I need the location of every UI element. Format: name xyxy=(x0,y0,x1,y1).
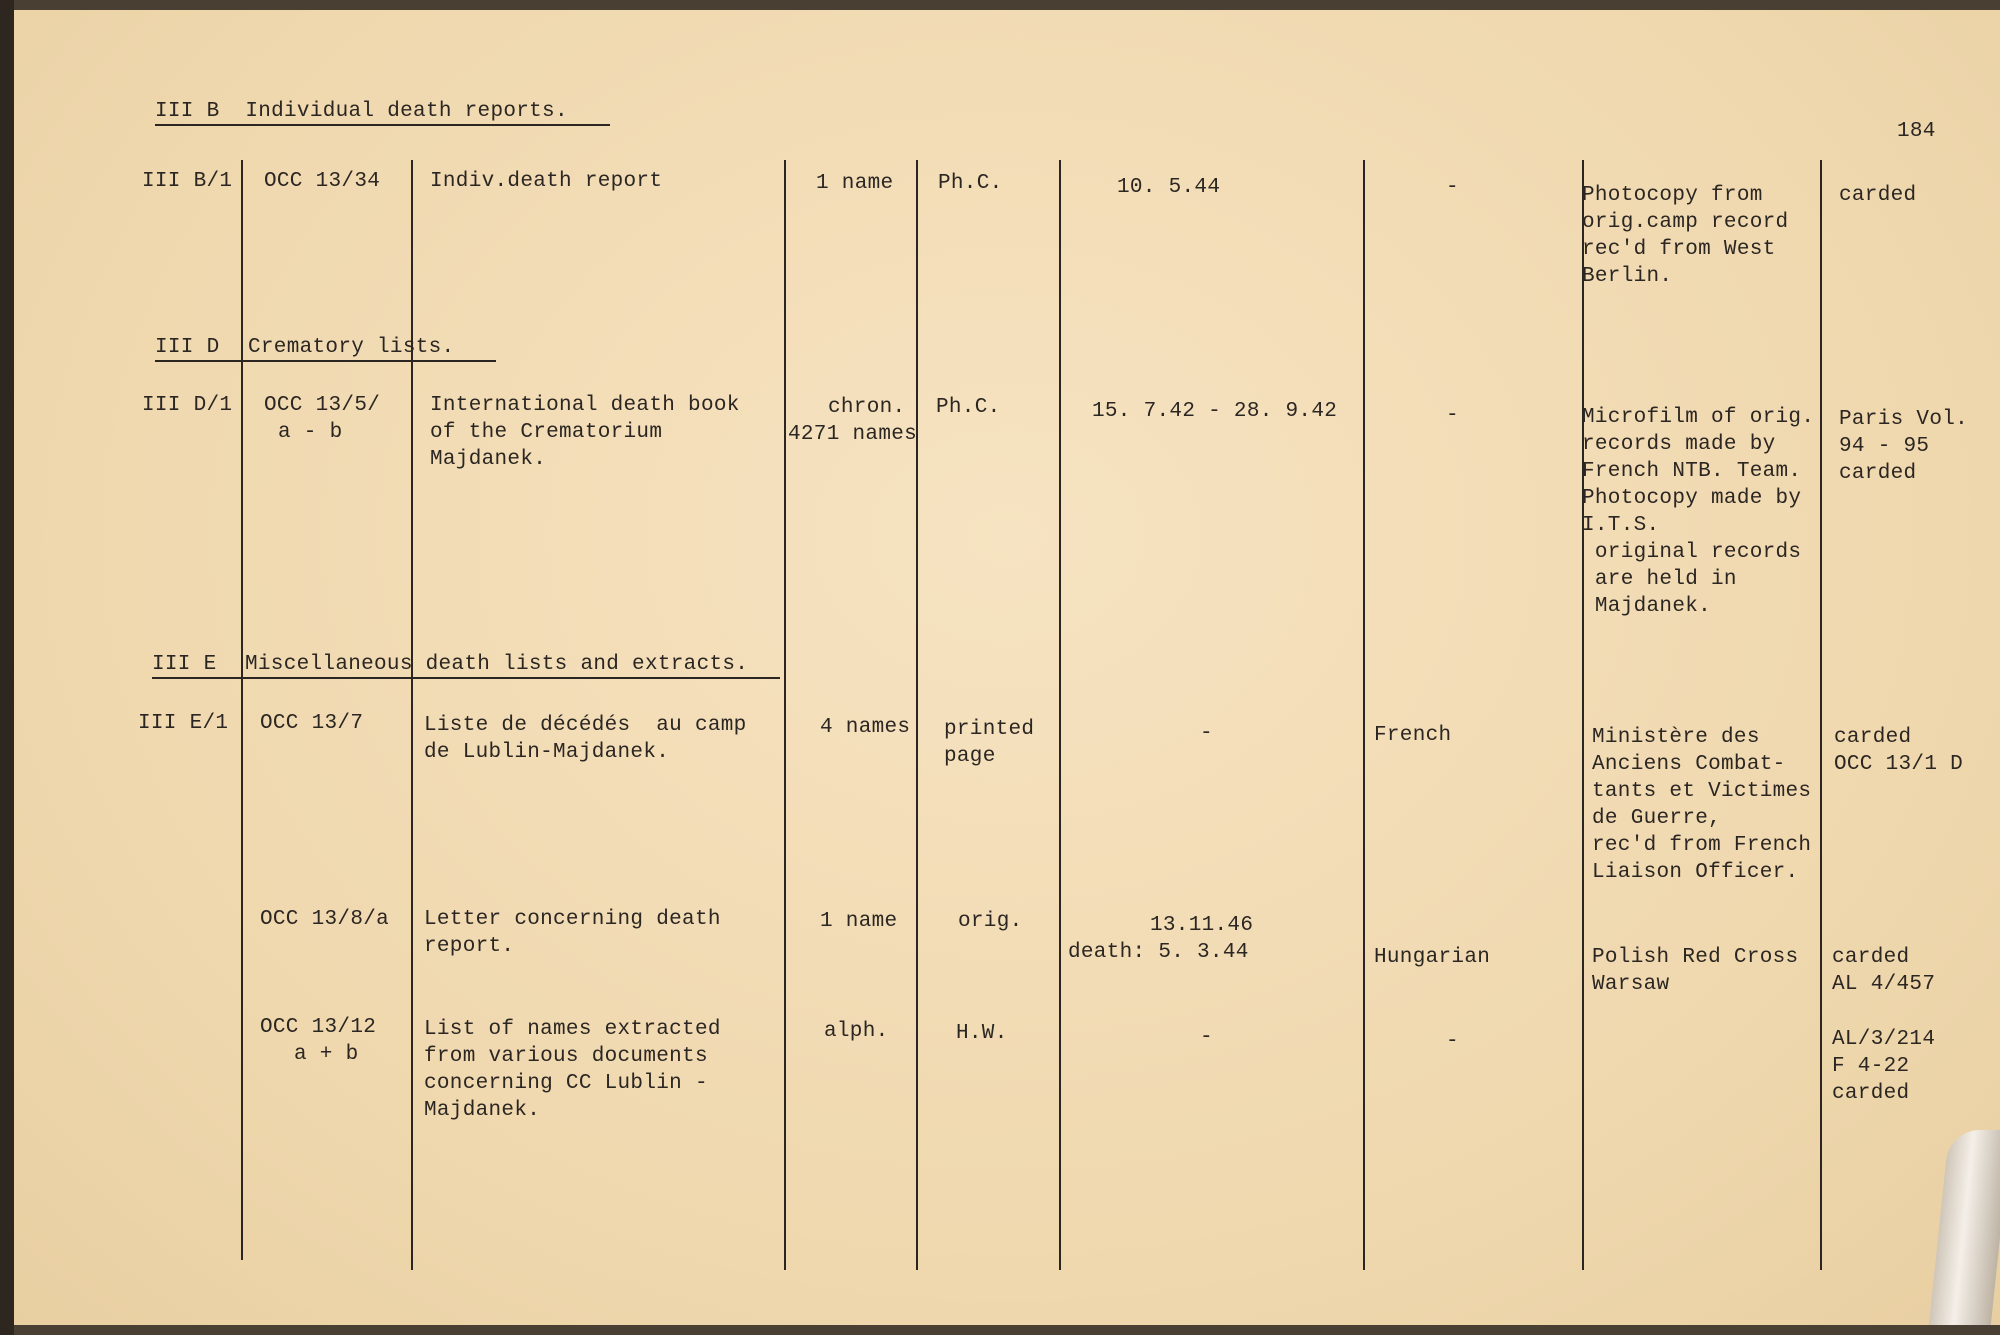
heading-underline xyxy=(155,124,610,126)
entry-remarks-line: carded xyxy=(1832,1082,1910,1105)
entry-language: French xyxy=(1374,724,1452,747)
entry-language: - xyxy=(1446,1030,1459,1053)
entry-date: - xyxy=(1200,1026,1213,1049)
entry-source-line: Anciens Combat- xyxy=(1592,753,1786,776)
entry-language: - xyxy=(1446,404,1459,427)
entry-date-line: death: 5. 3.44 xyxy=(1068,941,1249,964)
entry-date: 10. 5.44 xyxy=(1117,176,1221,199)
column-divider xyxy=(1582,160,1584,1270)
entry-code: OCC 13/8/a xyxy=(260,908,390,931)
column-divider xyxy=(1059,160,1061,1270)
entry-source-line: orig.camp record xyxy=(1582,211,1789,234)
section-heading-iii-b: III B Individual death reports. xyxy=(155,100,568,123)
entry-language: Hungarian xyxy=(1374,946,1491,969)
document-page xyxy=(14,10,2000,1325)
page-number: 184 xyxy=(1897,120,1936,143)
entry-form-line: printed xyxy=(944,718,1035,741)
entry-source-line: Berlin. xyxy=(1582,265,1673,288)
entry-source-line: tants et Victimes xyxy=(1592,780,1812,803)
entry-description-line: International death book xyxy=(430,394,740,417)
entry-description: Indiv.death report xyxy=(430,170,663,193)
column-divider xyxy=(411,160,413,1270)
entry-source-line: Majdanek. xyxy=(1582,595,1712,618)
column-divider xyxy=(241,160,243,1260)
entry-code-line: OCC 13/5/ xyxy=(264,394,381,417)
entry-description-line: Majdanek. xyxy=(430,448,547,471)
entry-form: Ph.C. xyxy=(936,396,1001,419)
entry-quantity-line: 4271 names xyxy=(788,423,918,446)
entry-remarks-line: carded xyxy=(1839,462,1917,485)
entry-source-line: Polish Red Cross xyxy=(1592,946,1799,969)
entry-source-line: de Guerre, xyxy=(1592,807,1722,830)
entry-quantity: 1 name xyxy=(816,172,894,195)
entry-remarks-line: F 4-22 xyxy=(1832,1055,1910,1078)
entry-code-line: OCC 13/12 xyxy=(260,1016,377,1039)
entry-description-line: de Lublin-Majdanek. xyxy=(424,741,670,764)
entry-code: OCC 13/7 xyxy=(260,712,364,735)
entry-source-line: Photocopy from xyxy=(1582,184,1763,207)
page-edge-shadow xyxy=(0,0,14,1335)
entry-source-line: original records xyxy=(1582,541,1802,564)
entry-quantity: 1 name xyxy=(820,910,898,933)
column-divider xyxy=(1820,160,1822,1270)
entry-description-line: List of names extracted xyxy=(424,1018,721,1041)
heading-underline xyxy=(155,360,496,362)
entry-source-line: I.T.S. xyxy=(1582,514,1660,537)
entry-source-line: Microfilm of orig. xyxy=(1582,406,1815,429)
heading-underline xyxy=(152,677,780,679)
entry-ref: III D/1 xyxy=(142,394,233,417)
entry-remarks-line: AL/3/214 xyxy=(1832,1028,1936,1051)
entry-date: 15. 7.42 - 28. 9.42 xyxy=(1092,400,1338,423)
column-divider xyxy=(1363,160,1365,1270)
entry-source-line: rec'd from French xyxy=(1592,834,1812,857)
entry-description-line: Letter concerning death xyxy=(424,908,721,931)
entry-remarks-line: carded xyxy=(1834,726,1912,749)
entry-description-line: of the Crematorium xyxy=(430,421,663,444)
entry-remarks-line: carded xyxy=(1839,184,1917,207)
entry-description-line: concerning CC Lublin - xyxy=(424,1072,708,1095)
entry-quantity-line: chron. xyxy=(828,396,906,419)
column-divider xyxy=(784,160,786,1270)
entry-form-line: page xyxy=(944,745,996,768)
binder-clip xyxy=(1927,1130,2000,1325)
entry-source-line: Liaison Officer. xyxy=(1592,861,1799,884)
section-heading-text: Crematory lists. xyxy=(248,336,455,359)
entry-date: - xyxy=(1200,722,1213,745)
section-heading-code: III D xyxy=(155,336,220,359)
section-heading-text: Miscellaneous death lists and extracts. xyxy=(245,653,749,676)
column-divider xyxy=(916,160,918,1270)
entry-description-line: Majdanek. xyxy=(424,1099,541,1122)
entry-source-line: records made by xyxy=(1582,433,1776,456)
entry-language: - xyxy=(1446,176,1459,199)
entry-source-line: rec'd from West xyxy=(1582,238,1776,261)
entry-description-line: report. xyxy=(424,935,515,958)
entry-remarks-line: carded xyxy=(1832,946,1910,969)
entry-source-line: Ministère des xyxy=(1592,726,1760,749)
entry-quantity: alph. xyxy=(824,1020,889,1043)
entry-form: orig. xyxy=(958,910,1023,933)
entry-source-line: Photocopy made by xyxy=(1582,487,1802,510)
entry-remarks-line: AL 4/457 xyxy=(1832,973,1936,996)
section-heading-code: III E xyxy=(152,653,217,676)
entry-ref: III E/1 xyxy=(138,712,229,735)
entry-form: Ph.C. xyxy=(938,172,1003,195)
entry-remarks-line: Paris Vol. xyxy=(1839,408,1969,431)
entry-description-line: Liste de décédés au camp xyxy=(424,714,747,737)
entry-source-line: are held in xyxy=(1582,568,1737,591)
entry-code-line: a - b xyxy=(278,421,343,444)
entry-code: OCC 13/34 xyxy=(264,170,381,193)
entry-description-line: from various documents xyxy=(424,1045,708,1068)
entry-code-line: a + b xyxy=(294,1043,359,1066)
entry-date-line: 13.11.46 xyxy=(1150,914,1254,937)
entry-remarks-line: 94 - 95 xyxy=(1839,435,1930,458)
entry-quantity: 4 names xyxy=(820,716,911,739)
entry-ref: III B/1 xyxy=(142,170,233,193)
entry-source-line: Warsaw xyxy=(1592,973,1670,996)
entry-form: H.W. xyxy=(956,1022,1008,1045)
entry-remarks-line: OCC 13/1 D xyxy=(1834,753,1964,776)
entry-source-line: French NTB. Team. xyxy=(1582,460,1802,483)
